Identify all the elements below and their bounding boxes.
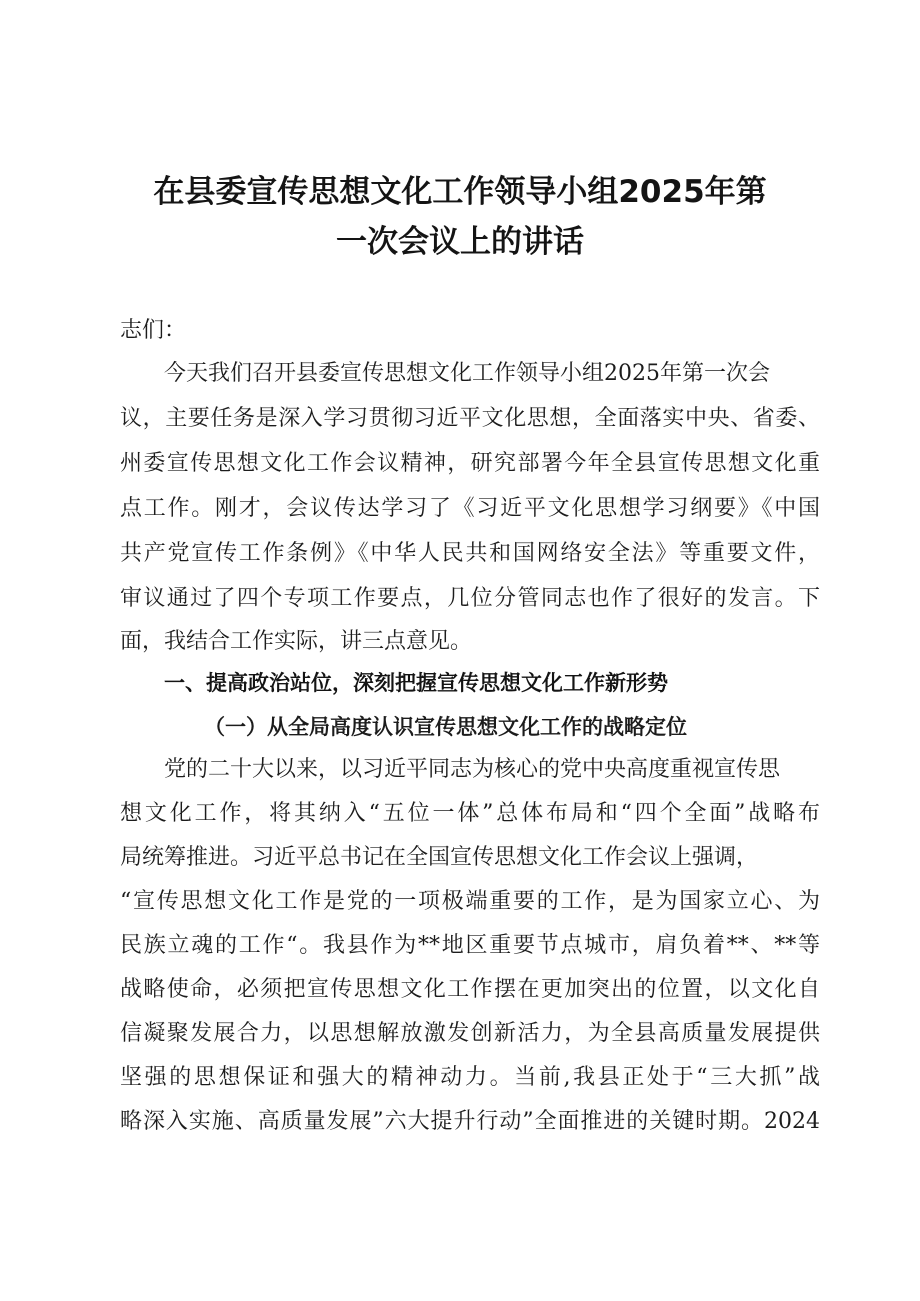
paragraph-2-line-9: 略深入实施、高质量发展”六大提升行动”全面推进的关键时期。2024 <box>120 1109 820 1134</box>
paragraph-1-line-4: 点工作。刚才，会议传达学习了《习近平文化思想学习纲要》《中国 <box>120 496 820 521</box>
paragraph-2-line-8: 坚强的思想保证和强大的精神动力。当前,我县正处于“三大抓”战 <box>120 1065 820 1090</box>
paragraph-2-line-5: 民族立魂的工作“。我县作为**地区重要节点城市，肩负着**、**等 <box>120 933 820 958</box>
paragraph-1-line-5: 共产党宣传工作条例》《中华人民共和国网络安全法》等重要文件， <box>120 541 820 566</box>
paragraph-2-line-4: “宣传思想文化工作是党的一项极端重要的工作，是为国家立心、为 <box>120 889 820 914</box>
section-heading-1: 一、提高政治站位，深刻把握宣传思想文化工作新形势 <box>164 671 668 695</box>
paragraph-2-line-3: 局统筹推进。习近平总书记在全国宣传思想文化工作会议上强调， <box>120 845 759 870</box>
document-title-line-1: 在县委宣传思想文化工作领导小组2025年第 <box>153 174 767 210</box>
paragraph-2-line-1: 党的二十大以来，以习近平同志为核心的党中央高度重视宣传思 <box>164 757 781 782</box>
paragraph-2-line-2: 想文化工作，将其纳入“五位一体”总体布局和“四个全面”战略布 <box>120 801 820 826</box>
subsection-heading-1: （一）从全局高度认识宣传思想文化工作的战略定位 <box>204 714 687 739</box>
paragraph-1-line-1: 今天我们召开县委宣传思想文化工作领导小组2025年第一次会 <box>164 361 770 386</box>
document-title-line-2: 一次会议上的讲话 <box>336 224 584 260</box>
paragraph-2-line-7: 信凝聚发展合力，以思想解放激发创新活力，为全县高质量发展提供 <box>120 1021 820 1046</box>
paragraph-2-line-6: 战略使命，必须把宣传思想文化工作摆在更加突出的位置，以文化自 <box>120 977 820 1002</box>
paragraph-1-line-6: 审议通过了四个专项工作要点，几位分管同志也作了很好的发言。下 <box>120 586 820 611</box>
paragraph-1-line-2: 议，主要任务是深入学习贯彻习近平文化思想，全面落实中央、省委、 <box>120 406 820 431</box>
salutation: 志们： <box>120 318 187 343</box>
paragraph-1-line-3: 州委宣传思想文化工作会议精神，研究部署今年全县宣传思想文化重 <box>120 451 820 476</box>
paragraph-1-line-7: 面，我结合工作实际，讲三点意见。 <box>120 629 473 654</box>
